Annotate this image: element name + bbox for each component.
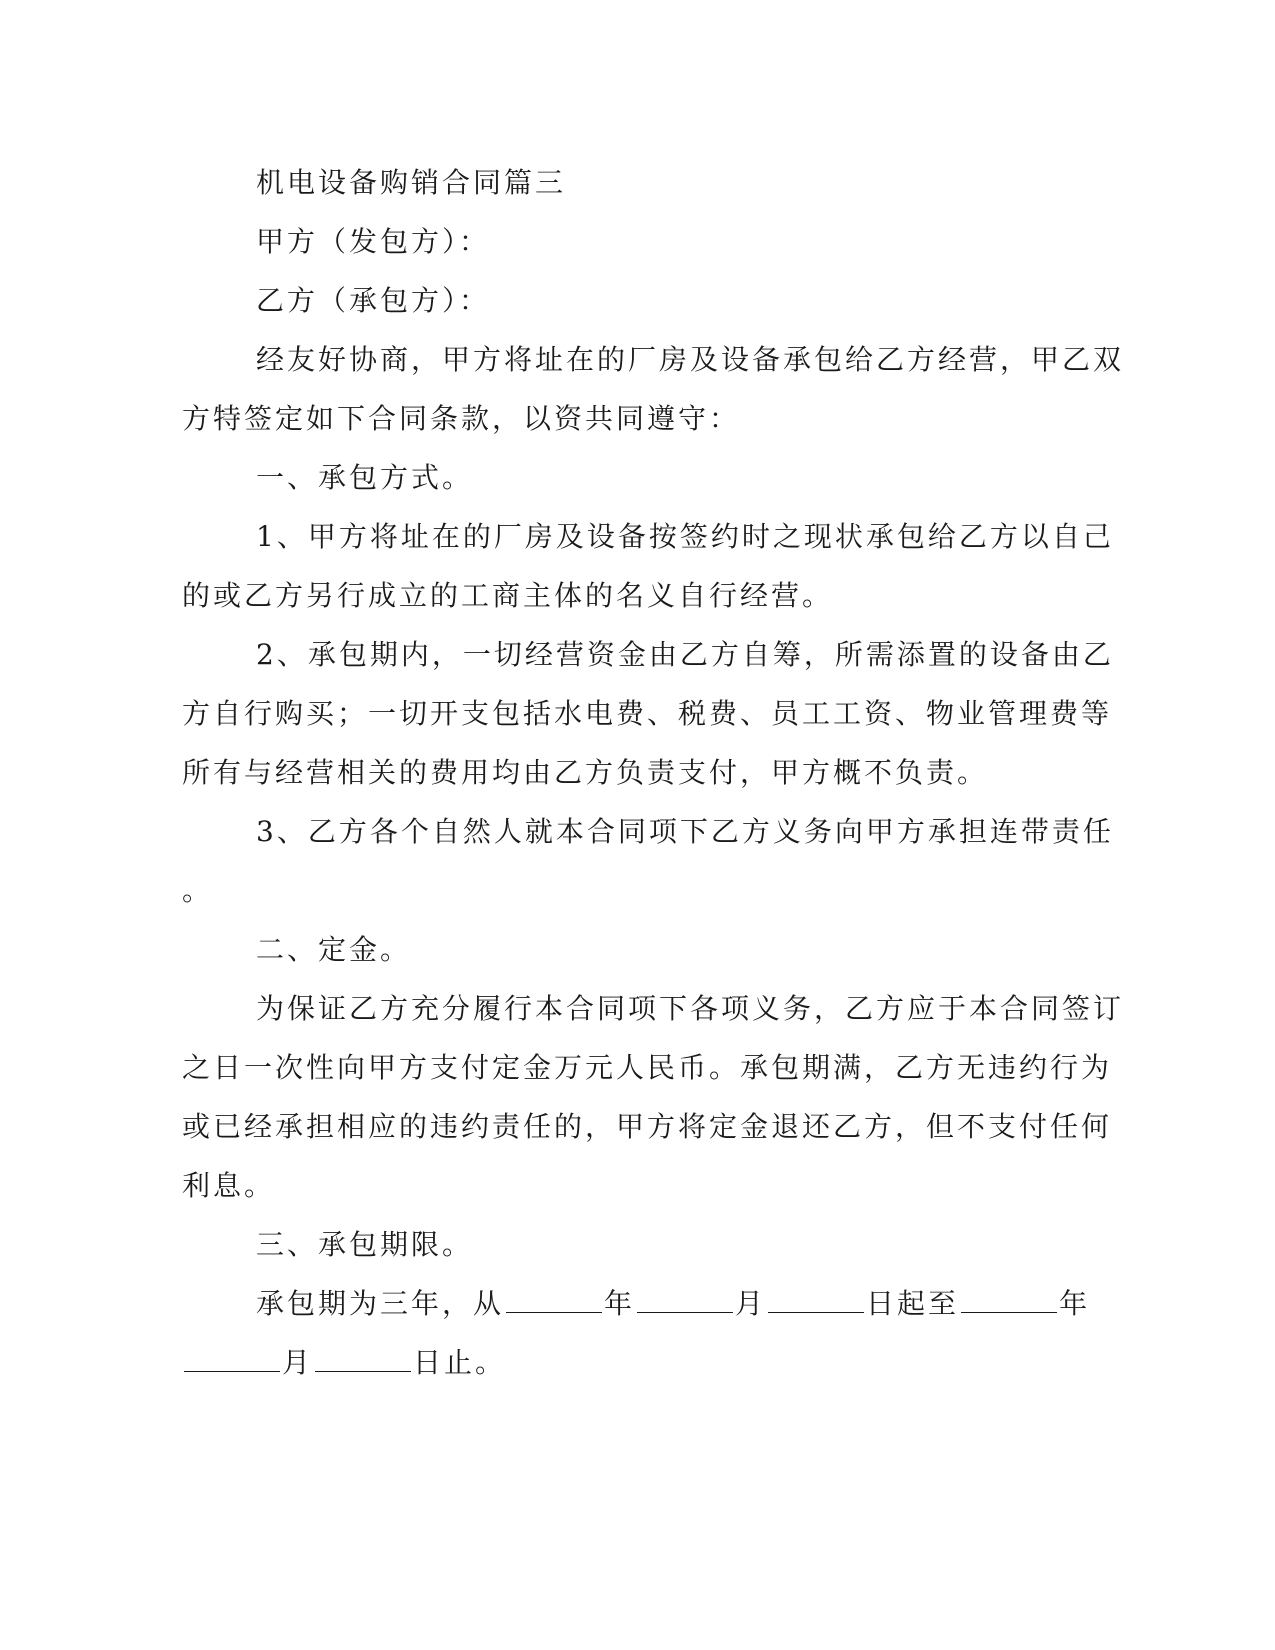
party-b-line: 乙方（承包方）： <box>256 284 491 317</box>
clause-2-line: 方自行购买；一切开支包括水电费、税费、员工工资、物业管理费等 <box>182 697 1113 730</box>
deposit-paragraph-line: 之日一次性向甲方支付定金万元人民币。承包期满，乙方无违约行为 <box>182 1051 1113 1084</box>
start-month-blank[interactable] <box>637 1286 733 1313</box>
deposit-paragraph-line: 为保证乙方充分履行本合同项下各项义务，乙方应于本合同签订 <box>256 992 1125 1025</box>
term-line <box>182 1345 506 1381</box>
year-label: 年 <box>604 1287 636 1320</box>
section-heading-2: 二、定金。 <box>256 933 412 966</box>
clause-2-line: 2、承包期内，一切经营资金由乙方自筹，所需添置的设备由乙 <box>256 638 1114 671</box>
year-label: 年 <box>1059 1287 1091 1320</box>
end-day-blank[interactable] <box>315 1345 411 1372</box>
clause-1-line: 的或乙方另行成立的工商主体的名义自行经营。 <box>182 579 834 612</box>
start-day-blank[interactable] <box>768 1286 864 1313</box>
end-year-blank[interactable] <box>961 1286 1057 1313</box>
end-month-blank[interactable] <box>184 1345 280 1372</box>
day-from-label: 日起至 <box>866 1287 960 1320</box>
start-year-blank[interactable] <box>506 1286 602 1313</box>
clause-1-line: 1、甲方将址在的厂房及设备按签约时之现状承包给乙方以自己 <box>256 520 1114 553</box>
deposit-paragraph-line: 或已经承担相应的违约责任的，甲方将定金退还乙方，但不支付任何 <box>182 1110 1113 1143</box>
intro-paragraph-line: 经友好协商，甲方将址在的厂房及设备承包给乙方经营，甲乙双 <box>256 343 1125 376</box>
section-heading-1: 一、承包方式。 <box>256 461 474 494</box>
deposit-paragraph-line: 利息。 <box>182 1169 276 1202</box>
day-end-label: 日止。 <box>413 1346 507 1379</box>
month-label: 月 <box>735 1287 767 1320</box>
term-line <box>256 1286 1090 1322</box>
clause-3-line: 3、乙方各个自然人就本合同项下乙方义务向甲方承担连带责任 <box>256 815 1114 848</box>
term-prefix: 承包期为三年，从 <box>256 1287 505 1320</box>
month-label: 月 <box>282 1346 314 1379</box>
party-a-line: 甲方（发包方）： <box>256 225 491 258</box>
section-heading-3: 三、承包期限。 <box>256 1228 474 1261</box>
intro-paragraph-line: 方特签定如下合同条款，以资共同遵守： <box>182 402 741 435</box>
document-title: 机电设备购销合同篇三 <box>256 166 567 199</box>
clause-3-line: 。 <box>182 874 214 907</box>
clause-2-line: 所有与经营相关的费用均由乙方负责支付，甲方概不负责。 <box>182 756 989 789</box>
